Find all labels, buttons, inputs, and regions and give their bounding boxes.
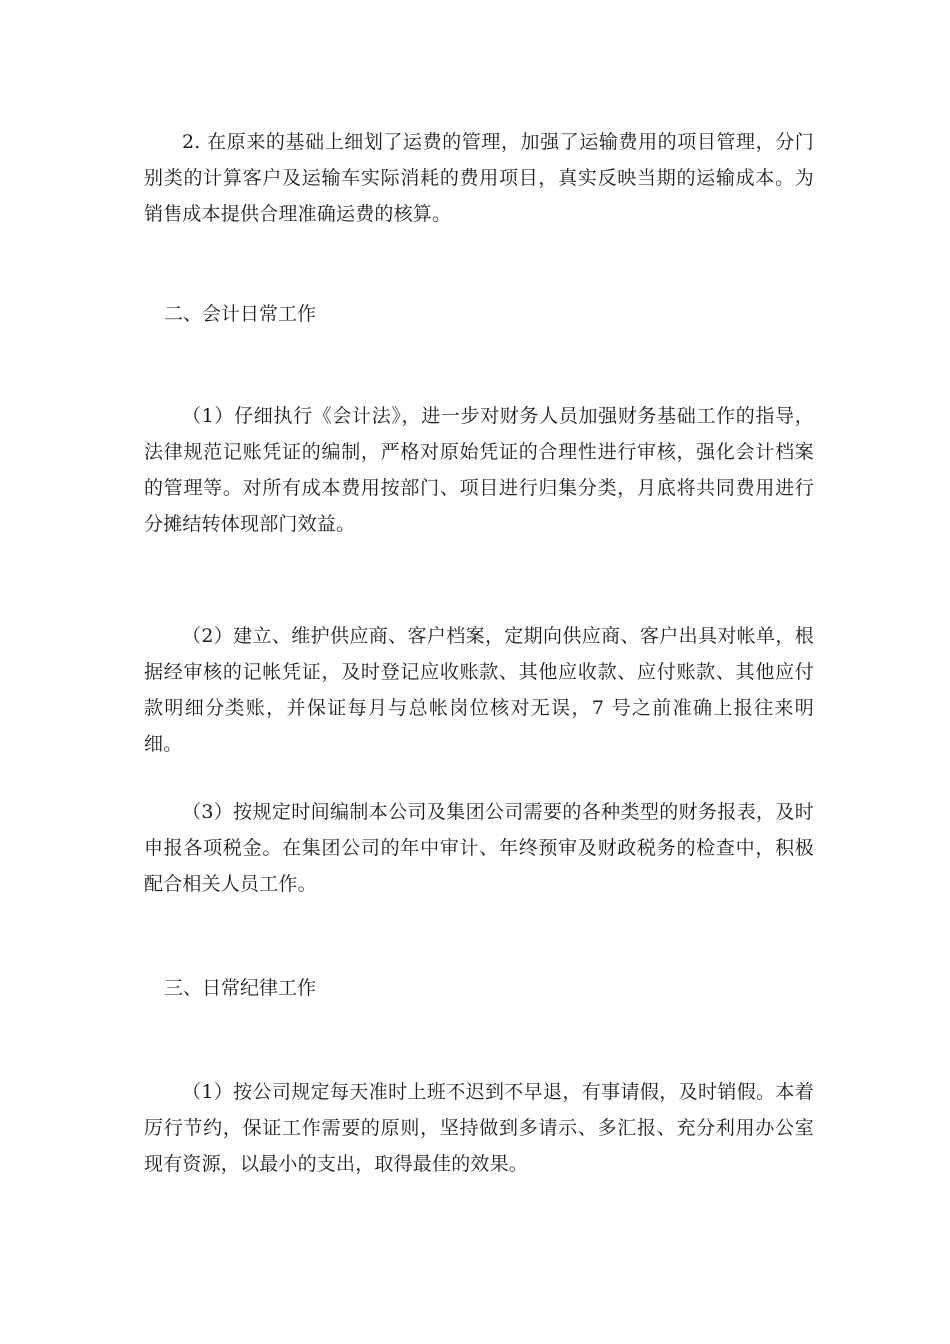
paragraph-freight-management: 2. 在原来的基础上细划了运费的管理，加强了运输费用的项目管理，分门别类的计算客户及运输车实际消耗的费用项目，真实反映当期的运输成本。为销售成本提供合理准确运费的核算。 <box>144 131 814 225</box>
paragraph-attendance-discipline: （1）按公司规定每天准时上班不迟到不早退，有事请假，及时销假。本着厉行节约，保证工作需要的原则，坚持做到多请示、多汇报、充分利用办公室现有资源，以最小的支出，取得最佳的效果。 <box>144 1081 814 1175</box>
paragraph-financial-statements: （3）按规定时间编制本公司及集团公司需要的各种类型的财务报表，及时申报各项税金。在集团公司的年中审计、年终预审及财政税务的检查中，积极配合相关人员工作。 <box>144 801 814 895</box>
paragraph-supplier-customer-records: （2）建立、维护供应商、客户档案，定期向供应商、客户出具对帐单，根据经审核的记帐凭证，及时登记应收账款、其他应收款、应付账款、其他应付款明细分类账，并保证每月与总帐岗位核对无误，7 号之前准确上报往来明细。 <box>144 625 814 755</box>
section-heading-daily-discipline: 三、日常纪律工作 <box>163 977 316 999</box>
paragraph-accounting-law: （1）仔细执行《会计法》，进一步对财务人员加强财务基础工作的指导，法律规范记账凭证的编制，严格对原始凭证的合理性进行审核，强化会计档案的管理等。对所有成本费用按部门、项目进行归集分类，月底将共同费用进行分摊结转体现部门效益。 <box>144 405 814 535</box>
section-heading-accounting-daily-work: 二、会计日常工作 <box>163 303 316 325</box>
